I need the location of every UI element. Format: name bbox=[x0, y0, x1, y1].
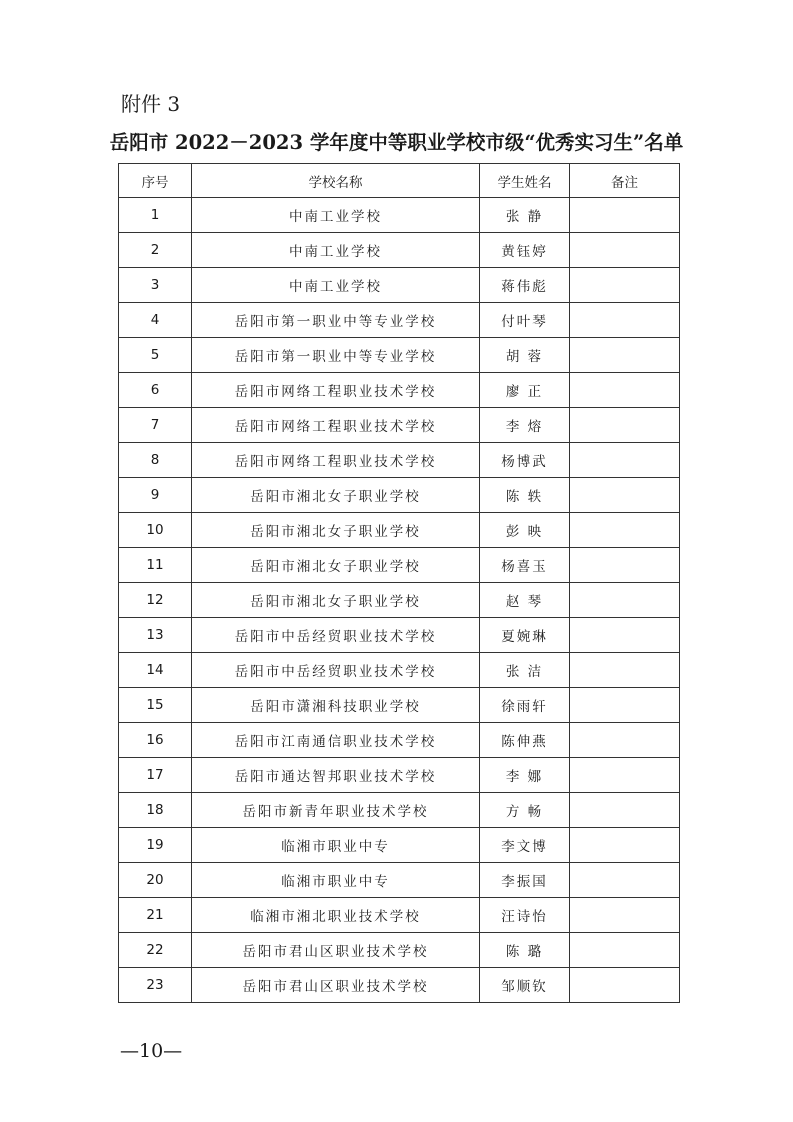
page-number: —10— bbox=[120, 1040, 183, 1062]
student-name-cell: 廖 正 bbox=[480, 373, 570, 408]
student-name-cell: 夏婉琳 bbox=[480, 618, 570, 653]
student-name-cell: 陈 轶 bbox=[480, 478, 570, 513]
school-name-cell: 岳阳市湘北女子职业学校 bbox=[192, 548, 480, 583]
row-number-cell: 7 bbox=[119, 408, 192, 443]
table-row bbox=[119, 373, 680, 408]
row-number-cell: 11 bbox=[119, 548, 192, 583]
school-name-cell: 岳阳市中岳经贸职业技术学校 bbox=[192, 618, 480, 653]
student-name-cell: 汪诗怡 bbox=[480, 898, 570, 933]
table-row bbox=[119, 548, 680, 583]
school-name-cell: 岳阳市湘北女子职业学校 bbox=[192, 583, 480, 618]
student-name-cell: 杨博武 bbox=[480, 443, 570, 478]
row-number-cell: 5 bbox=[119, 338, 192, 373]
school-name-cell: 岳阳市网络工程职业技术学校 bbox=[192, 443, 480, 478]
table-row bbox=[119, 653, 680, 688]
note-cell bbox=[570, 268, 680, 303]
student-name-cell: 徐雨轩 bbox=[480, 688, 570, 723]
table-row bbox=[119, 233, 680, 268]
student-name-cell: 彭 映 bbox=[480, 513, 570, 548]
row-number-cell: 4 bbox=[119, 303, 192, 338]
row-number-cell: 6 bbox=[119, 373, 192, 408]
row-number-cell: 13 bbox=[119, 618, 192, 653]
table-row bbox=[119, 338, 680, 373]
note-cell bbox=[570, 653, 680, 688]
student-name-cell: 蒋伟彪 bbox=[480, 268, 570, 303]
student-name-cell: 邹顺钦 bbox=[480, 968, 570, 1003]
note-cell bbox=[570, 863, 680, 898]
table-row bbox=[119, 583, 680, 618]
note-cell bbox=[570, 828, 680, 863]
school-name-cell: 临湘市职业中专 bbox=[192, 828, 480, 863]
column-header-no: 序号 bbox=[119, 164, 192, 198]
table-row bbox=[119, 478, 680, 513]
school-name-cell: 岳阳市潇湘科技职业学校 bbox=[192, 688, 480, 723]
school-name-cell: 岳阳市湘北女子职业学校 bbox=[192, 513, 480, 548]
note-cell bbox=[570, 968, 680, 1003]
student-name-cell: 杨喜玉 bbox=[480, 548, 570, 583]
row-number-cell: 8 bbox=[119, 443, 192, 478]
column-header-note: 备注 bbox=[570, 164, 680, 198]
table-row bbox=[119, 723, 680, 758]
note-cell bbox=[570, 443, 680, 478]
column-header-school: 学校名称 bbox=[192, 164, 480, 198]
note-cell bbox=[570, 303, 680, 338]
student-name-cell: 李 娜 bbox=[480, 758, 570, 793]
student-name-cell: 陈 璐 bbox=[480, 933, 570, 968]
table-row bbox=[119, 933, 680, 968]
table-row bbox=[119, 968, 680, 1003]
row-number-cell: 12 bbox=[119, 583, 192, 618]
school-name-cell: 岳阳市中岳经贸职业技术学校 bbox=[192, 653, 480, 688]
school-name-cell: 岳阳市第一职业中等专业学校 bbox=[192, 303, 480, 338]
student-name-cell: 陈伸燕 bbox=[480, 723, 570, 758]
note-cell bbox=[570, 933, 680, 968]
school-name-cell: 岳阳市新青年职业技术学校 bbox=[192, 793, 480, 828]
student-name-cell: 张 静 bbox=[480, 198, 570, 233]
note-cell bbox=[570, 408, 680, 443]
note-cell bbox=[570, 478, 680, 513]
note-cell bbox=[570, 513, 680, 548]
school-name-cell: 岳阳市网络工程职业技术学校 bbox=[192, 373, 480, 408]
table-row bbox=[119, 443, 680, 478]
school-name-cell: 中南工业学校 bbox=[192, 268, 480, 303]
row-number-cell: 22 bbox=[119, 933, 192, 968]
note-cell bbox=[570, 618, 680, 653]
note-cell bbox=[570, 583, 680, 618]
student-name-cell: 李振国 bbox=[480, 863, 570, 898]
student-name-cell: 黄钰婷 bbox=[480, 233, 570, 268]
student-name-cell: 胡 蓉 bbox=[480, 338, 570, 373]
note-cell bbox=[570, 758, 680, 793]
school-name-cell: 岳阳市通达智邦职业技术学校 bbox=[192, 758, 480, 793]
table-row bbox=[119, 408, 680, 443]
note-cell bbox=[570, 723, 680, 758]
note-cell bbox=[570, 688, 680, 723]
student-name-cell: 赵 琴 bbox=[480, 583, 570, 618]
row-number-cell: 10 bbox=[119, 513, 192, 548]
note-cell bbox=[570, 233, 680, 268]
row-number-cell: 1 bbox=[119, 198, 192, 233]
row-number-cell: 3 bbox=[119, 268, 192, 303]
table-row bbox=[119, 863, 680, 898]
row-number-cell: 18 bbox=[119, 793, 192, 828]
row-number-cell: 17 bbox=[119, 758, 192, 793]
school-name-cell: 岳阳市江南通信职业技术学校 bbox=[192, 723, 480, 758]
table-row bbox=[119, 513, 680, 548]
attachment-label: 附件 3 bbox=[121, 92, 181, 116]
note-cell bbox=[570, 198, 680, 233]
school-name-cell: 岳阳市网络工程职业技术学校 bbox=[192, 408, 480, 443]
row-number-cell: 14 bbox=[119, 653, 192, 688]
document-title: 岳阳市 2022－2023 学年度中等职业学校市级“优秀实习生”名单 bbox=[109, 131, 684, 154]
note-cell bbox=[570, 898, 680, 933]
school-name-cell: 中南工业学校 bbox=[192, 233, 480, 268]
school-name-cell: 临湘市湘北职业技术学校 bbox=[192, 898, 480, 933]
table-body bbox=[119, 198, 680, 1003]
table-row bbox=[119, 793, 680, 828]
table-row bbox=[119, 688, 680, 723]
student-roster-table bbox=[118, 163, 680, 1003]
student-name-cell: 李文博 bbox=[480, 828, 570, 863]
note-cell bbox=[570, 338, 680, 373]
row-number-cell: 20 bbox=[119, 863, 192, 898]
table-row bbox=[119, 618, 680, 653]
table-row bbox=[119, 303, 680, 338]
student-name-cell: 方 畅 bbox=[480, 793, 570, 828]
table-row bbox=[119, 898, 680, 933]
table-row bbox=[119, 828, 680, 863]
student-name-cell: 李 熔 bbox=[480, 408, 570, 443]
note-cell bbox=[570, 548, 680, 583]
row-number-cell: 9 bbox=[119, 478, 192, 513]
row-number-cell: 15 bbox=[119, 688, 192, 723]
school-name-cell: 岳阳市第一职业中等专业学校 bbox=[192, 338, 480, 373]
table-row bbox=[119, 198, 680, 233]
table-row bbox=[119, 758, 680, 793]
row-number-cell: 21 bbox=[119, 898, 192, 933]
row-number-cell: 19 bbox=[119, 828, 192, 863]
school-name-cell: 岳阳市君山区职业技术学校 bbox=[192, 968, 480, 1003]
school-name-cell: 岳阳市君山区职业技术学校 bbox=[192, 933, 480, 968]
school-name-cell: 中南工业学校 bbox=[192, 198, 480, 233]
note-cell bbox=[570, 793, 680, 828]
row-number-cell: 23 bbox=[119, 968, 192, 1003]
column-header-student: 学生姓名 bbox=[480, 164, 570, 198]
row-number-cell: 2 bbox=[119, 233, 192, 268]
table-row bbox=[119, 268, 680, 303]
note-cell bbox=[570, 373, 680, 408]
student-name-cell: 付叶琴 bbox=[480, 303, 570, 338]
school-name-cell: 岳阳市湘北女子职业学校 bbox=[192, 478, 480, 513]
student-name-cell: 张 洁 bbox=[480, 653, 570, 688]
row-number-cell: 16 bbox=[119, 723, 192, 758]
table-header-row bbox=[119, 164, 680, 198]
school-name-cell: 临湘市职业中专 bbox=[192, 863, 480, 898]
